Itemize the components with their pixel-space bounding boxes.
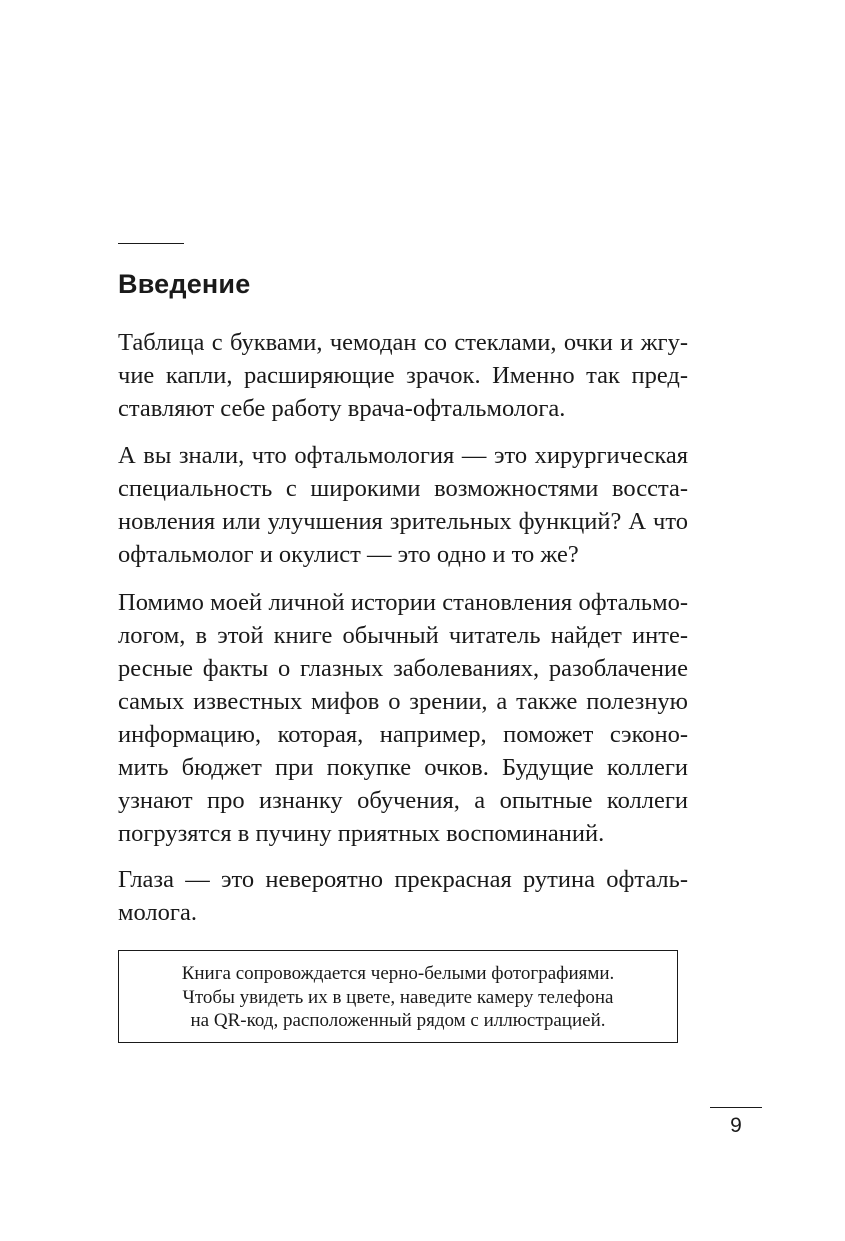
paragraph-line: новления или улучшения зрительных функций? А что [118,508,688,535]
paragraph-line: молога. [118,899,197,926]
paragraph-1 [118,326,688,425]
paragraph-line: Глаза — это невероятно прекрасная рутина офталь- [118,866,688,893]
paragraph-line: офтальмолог и окулист — это одно и то же? [118,541,579,568]
paragraph-line: ставляют себе работу врача-офтальмолога. [118,395,566,422]
paragraph-2 [118,439,688,571]
paragraph-line: Таблица с буквами, чемодан со стеклами, очки и жгу- [118,329,688,356]
paragraph-3 [118,586,688,850]
paragraph-line: погрузятся в пучину приятных воспоминаний. [118,820,605,847]
qr-note-box [118,950,678,1043]
chapter-top-rule [118,243,184,244]
paragraph-line: логом, в этой книге обычный читатель найдет инте- [118,622,688,649]
paragraph-line: ресные факты о глазных заболеваниях, разоблачение [118,655,688,682]
paragraph-line: узнают про изнанку обучения, а опытные коллеги [118,787,688,814]
page-number: 9 [730,1114,742,1137]
page-number-rule [710,1107,762,1108]
paragraph-line: А вы знали, что офтальмология — это хирургическая [118,442,688,469]
paragraph-line: специальность с широкими возможностями восста- [118,475,688,502]
note-line: Чтобы увидеть их в цвете, наведите камеру телефона [182,986,614,1008]
paragraph-line: информацию, которая, например, поможет сэконо- [118,721,688,748]
note-line: на QR-код, расположенный рядом с иллюстрацией. [190,1010,606,1031]
paragraph-line: Помимо моей личной истории становления офтальмо- [118,589,688,616]
paragraph-line: самых известных мифов о зрении, а также полезную [118,688,688,715]
paragraph-line: мить бюджет при покупке очков. Будущие коллеги [118,754,688,781]
paragraph-line: чие капли, расширяющие зрачок. Именно так пред- [118,362,688,389]
chapter-title: Введение [118,269,251,299]
paragraph-4 [118,863,688,929]
note-line: Книга сопровождается черно-белыми фотографиями. [181,963,615,984]
